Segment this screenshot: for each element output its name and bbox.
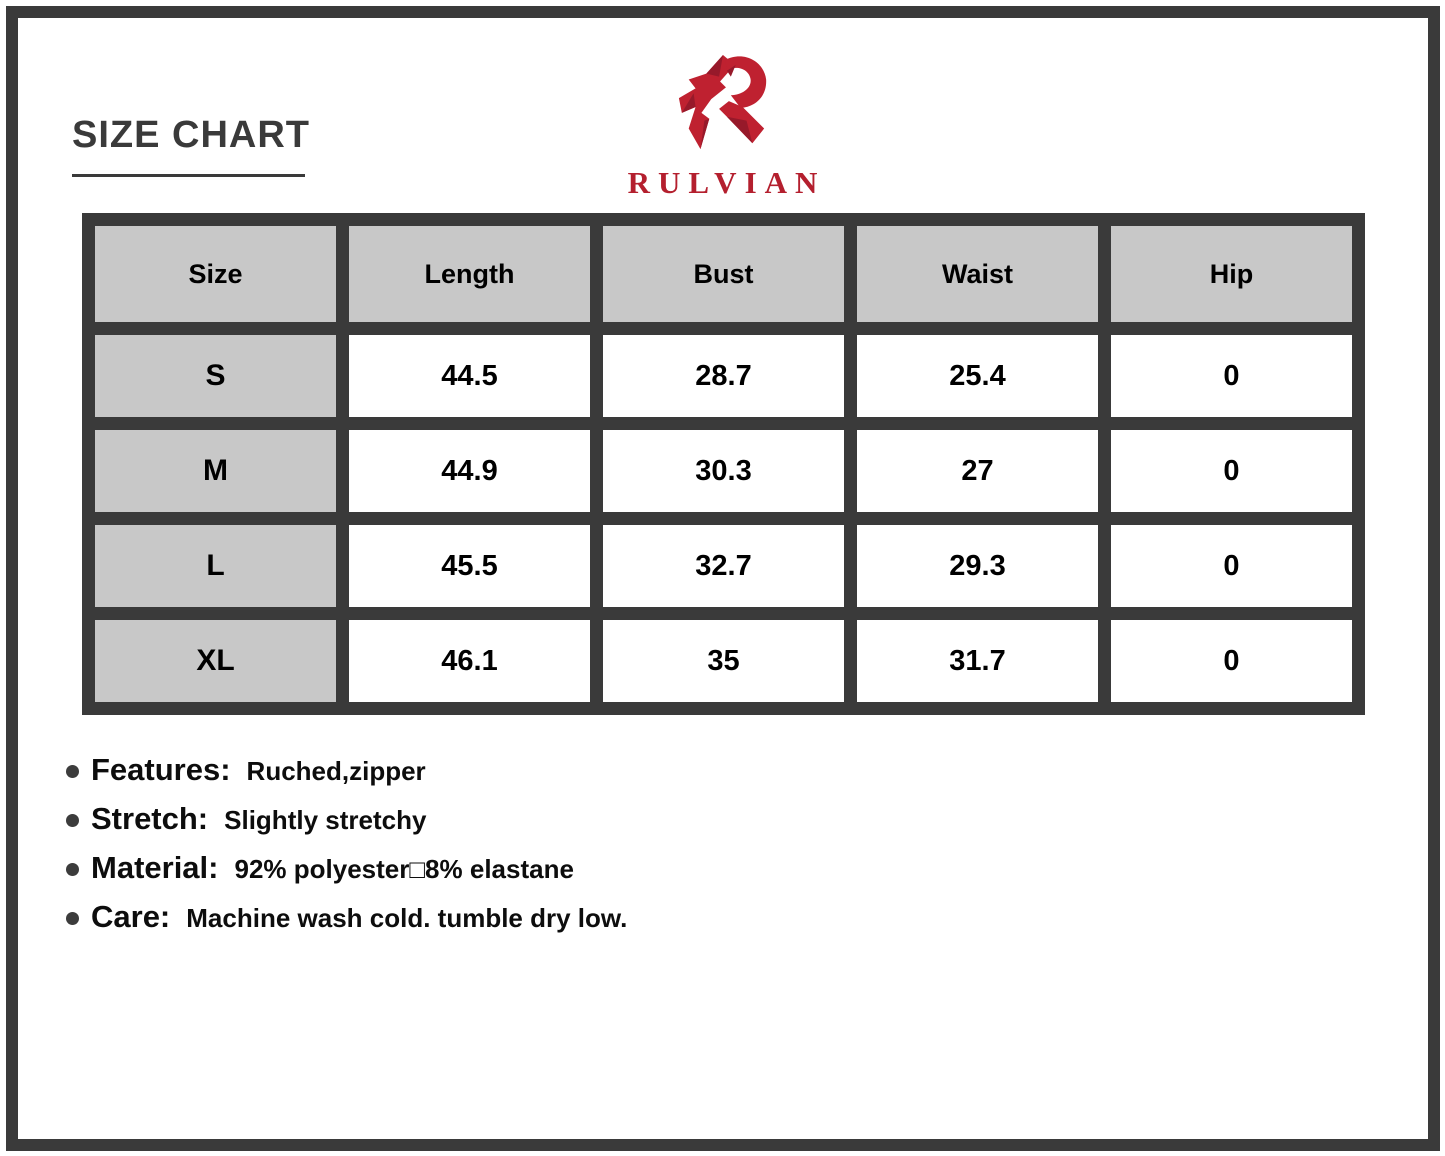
- table-row-l: [89, 519, 1359, 614]
- length-value-cell: 46.1: [343, 614, 597, 709]
- waist-value-cell: 25.4: [851, 329, 1105, 424]
- size-label-cell: M: [89, 424, 343, 519]
- detail-item-care: [66, 899, 627, 935]
- page-title: SIZE CHART: [72, 114, 310, 156]
- bullet-icon: [66, 814, 79, 827]
- bullet-icon: [66, 912, 79, 925]
- size-label-cell: XL: [89, 614, 343, 709]
- brand-name: RULVIAN: [627, 165, 826, 200]
- length-value-cell: 45.5: [343, 519, 597, 614]
- column-header-hip: Hip: [1105, 220, 1359, 329]
- detail-label: Features:: [91, 752, 231, 787]
- brand-logo: [0, 48, 1445, 201]
- hip-value-cell: 0: [1105, 614, 1359, 709]
- table-header-row: [89, 220, 1359, 329]
- bullet-icon: [66, 863, 79, 876]
- detail-value: Machine wash cold. tumble dry low.: [186, 903, 628, 933]
- detail-label: Material:: [91, 850, 219, 885]
- detail-label: Care:: [91, 899, 171, 934]
- bust-value-cell: 32.7: [597, 519, 851, 614]
- bust-value-cell: 30.3: [597, 424, 851, 519]
- detail-item-material: [66, 850, 627, 886]
- detail-label: Stretch:: [91, 801, 209, 836]
- detail-value: 92% polyester□8% elastane: [234, 854, 574, 884]
- table-row-xl: [89, 614, 1359, 709]
- column-header-size: Size: [89, 220, 343, 329]
- length-value-cell: 44.9: [343, 424, 597, 519]
- waist-value-cell: 31.7: [851, 614, 1105, 709]
- detail-item-stretch: [66, 801, 627, 837]
- detail-value: Ruched,zipper: [246, 756, 426, 786]
- hip-value-cell: 0: [1105, 424, 1359, 519]
- column-header-waist: Waist: [851, 220, 1105, 329]
- waist-value-cell: 29.3: [851, 519, 1105, 614]
- size-label-cell: S: [89, 329, 343, 424]
- bullet-icon: [66, 765, 79, 778]
- bust-value-cell: 28.7: [597, 329, 851, 424]
- rulvian-r-logo-icon: [674, 48, 772, 162]
- bust-value-cell: 35: [597, 614, 851, 709]
- column-header-bust: Bust: [597, 220, 851, 329]
- waist-value-cell: 27: [851, 424, 1105, 519]
- size-label-cell: L: [89, 519, 343, 614]
- column-header-length: Length: [343, 220, 597, 329]
- detail-item-features: [66, 752, 627, 788]
- hip-value-cell: 0: [1105, 519, 1359, 614]
- details-list: [66, 752, 627, 948]
- table-row-s: [89, 329, 1359, 424]
- table-row-m: [89, 424, 1359, 519]
- detail-value: Slightly stretchy: [224, 805, 427, 835]
- size-table: [82, 213, 1365, 715]
- length-value-cell: 44.5: [343, 329, 597, 424]
- hip-value-cell: 0: [1105, 329, 1359, 424]
